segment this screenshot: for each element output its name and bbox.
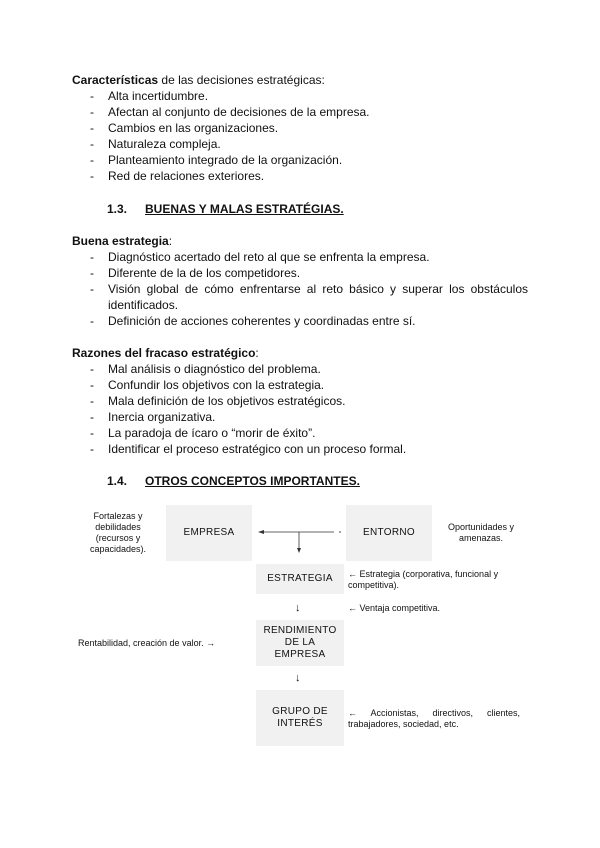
list-item: - Diagnóstico acertado del reto al que se enfrenta la empresa.	[90, 250, 430, 264]
characteristics-title-bold: Características	[72, 73, 159, 87]
list-item: - Diferente de la de los competidores.	[90, 266, 301, 280]
note-estrategia: ← Estrategia (corporativa, funcional y competitiva).	[348, 569, 499, 590]
failure-heading	[72, 345, 259, 361]
list-item: - Cambios en las organizaciones.	[90, 121, 279, 135]
list-item: - Confundir los objetivos con la estrategia.	[90, 378, 325, 392]
good-strategy-title-rest: :	[168, 234, 173, 248]
box-rendimiento: RENDIMIENTO DE LA EMPRESA	[256, 620, 344, 666]
failure-title-bold: Razones del fracaso estratégico	[72, 346, 256, 360]
box-grupo-interes: GRUPO DE INTERÉS	[256, 690, 344, 746]
list-item: - Red de relaciones exteriores.	[90, 169, 265, 183]
box-entorno: ENTORNO	[346, 505, 432, 561]
list-item: - Inercia organizativa.	[90, 410, 216, 424]
note-oportunidades: Oportunidades y amenazas.	[447, 522, 515, 543]
note-accionistas: ← Accionistas, directivos, clientes, trabajadores, sociedad, etc.	[348, 708, 520, 729]
list-item: - Mal análisis o diagnóstico del problema.	[90, 362, 321, 376]
connector-empresa-entorno	[252, 505, 346, 561]
arrowhead-down	[297, 548, 301, 553]
list-item: - Naturaleza compleja.	[90, 137, 221, 151]
note-fortalezas: Fortalezas y debilidades (recursos y capacidades).	[89, 511, 147, 554]
arrow-down-icon: ↓	[295, 672, 301, 684]
characteristics-title-rest: de las decisiones estratégicas:	[158, 73, 325, 87]
characteristics-list	[72, 88, 370, 184]
list-item: - La paradoja de ícaro o “morir de éxito”.	[90, 426, 316, 440]
note-ventaja: ← Ventaja competitiva.	[348, 603, 441, 613]
arrow-down-icon: ↓	[295, 602, 301, 614]
list-item: - Identificar el proceso estratégico con un proceso formal.	[90, 442, 407, 456]
list-item: - Visión global de cómo enfrentarse al reto básico y superar los obstáculos identificados.	[90, 282, 528, 312]
arrowhead-left	[258, 530, 264, 534]
box-estrategia: ESTRATEGIA	[256, 564, 344, 594]
characteristics-heading	[72, 72, 325, 88]
list-item: - Afectan al conjunto de decisiones de la empresa.	[90, 105, 370, 119]
list-item: - Definición de acciones coherentes y coordinadas entre sí.	[90, 314, 416, 328]
list-item: - Alta incertidumbre.	[90, 89, 209, 103]
section-13-title: BUENAS Y MALAS ESTRATÉGIAS.	[145, 202, 344, 216]
good-strategy-title-bold: Buena estrategia	[72, 234, 169, 248]
connector-dot	[339, 531, 341, 533]
section-14-title: OTROS CONCEPTOS IMPORTANTES.	[145, 474, 360, 488]
section-13-number: 1.3.	[107, 202, 128, 216]
failure-list	[72, 361, 406, 457]
good-strategy-list	[72, 249, 528, 329]
failure-title-rest: :	[255, 346, 259, 360]
list-item: - Mala definición de los objetivos estratégicos.	[90, 394, 346, 408]
note-rentabilidad: Rentabilidad, creación de valor. →	[78, 638, 216, 648]
good-strategy-heading	[72, 233, 172, 249]
section-14-number: 1.4.	[107, 474, 128, 488]
box-empresa: EMPRESA	[166, 505, 252, 561]
list-item: - Planteamiento integrado de la organización.	[90, 153, 343, 167]
